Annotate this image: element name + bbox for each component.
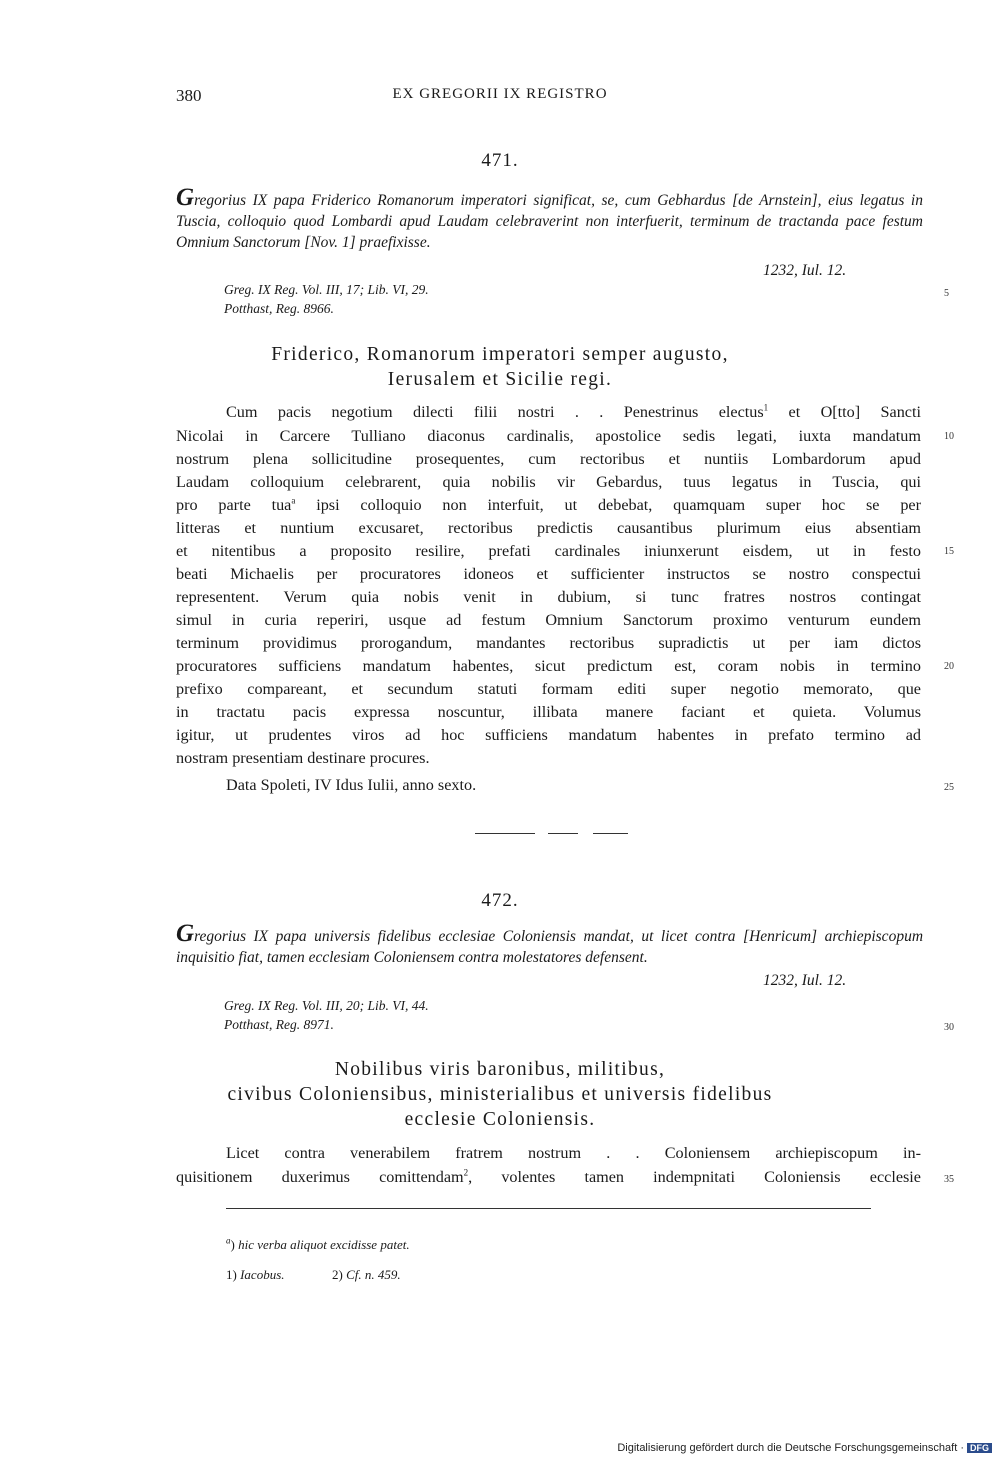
document-date: 1232, Iul. 12. xyxy=(763,972,847,989)
footnote-mark: 2) xyxy=(332,1267,343,1282)
address-line: ecclesie Coloniensis. xyxy=(404,1109,596,1130)
body-line: Nicolai in Carcere Tulliano diaconus cardinalis, apostolice sedis legati, iuxta mandatum xyxy=(176,427,921,445)
textual-footnote: $^a$) hic verba aliquot excidisse patet. xyxy=(226,1235,410,1252)
body-line: representent. Verum quia nobis venit in dubium, si tunc fratres nostros contingat xyxy=(176,588,921,606)
dfg-logo: DFG xyxy=(967,1443,992,1453)
body-line: Laudam colloquium celebrarent, quia nobilis vir Gebardus, tuus legatus in Tuscia, qui xyxy=(176,473,921,491)
body-line: beati Michaelis per procuratores idoneos et sufficienter instructos se nostro conspectui xyxy=(176,565,921,583)
body-line: in tractatu pacis expressa noscuntur, illibata manere faciant et quieta. Volumus xyxy=(176,703,921,721)
summary-initial: G xyxy=(176,184,195,211)
line-number: 10 xyxy=(944,431,954,442)
source-references xyxy=(224,996,429,1034)
footnote-ref: 2 xyxy=(463,1167,469,1178)
source-line: Potthast, Reg. 8966. xyxy=(224,301,334,316)
summary-line: [de Arnstein], eius legatus in Tuscia, colloquio quod Lombardi apud Laudam celebraverint xyxy=(176,192,923,230)
summary-line: non interfuerit, terminum de tractanda pace festum Omnium Sanctorum [Nov. 1] praefixisse. xyxy=(176,213,924,251)
separator-dash xyxy=(475,833,535,834)
address-line: civibus Coloniensibus, ministerialibus et universis fidelibus xyxy=(227,1084,773,1105)
document-date: 1232, Iul. 12. xyxy=(763,262,847,279)
address-block xyxy=(0,1057,1000,1132)
footnote: 1) Iacobus. xyxy=(226,1267,285,1282)
source-line: Greg. IX Reg. Vol. III, 20; Lib. VI, 44. xyxy=(224,998,429,1013)
summary-initial: G xyxy=(176,920,195,947)
footnote-mark: 1) xyxy=(226,1267,237,1282)
document-summary xyxy=(176,920,924,968)
separator-dash xyxy=(593,833,628,834)
body-line: Cum pacis negotium dilecti filii nostri . . Penestrinus electus$^1$ et O[tto] Sancti xyxy=(226,402,921,421)
summary-line: regorius IX papa universis fidelibus ecclesiae Coloniensis mandat, ut licet contra xyxy=(194,928,736,945)
body-line: Licet contra venerabilem fratrem nostrum . . Coloniensem archiepiscopum in- xyxy=(226,1144,921,1162)
address-line: Friderico, Romanorum imperatori semper augusto, xyxy=(271,344,729,365)
running-head: EX GREGORII IX REGISTRO xyxy=(392,86,608,102)
body-line: procuratores sufficiens mandatum habentes, sicut predictum est, coram nobis in termino xyxy=(176,657,921,675)
footnote-rule xyxy=(226,1208,871,1209)
line-number: 35 xyxy=(944,1174,954,1185)
source-line: Potthast, Reg. 8971. xyxy=(224,1017,334,1032)
body-line: terminum providimus prorogandum, mandantes rectoribus supradictis ut per iam dictos xyxy=(176,634,921,652)
body-line: prefixo compareant, et secundum statuti formam editi super negotio memorato, que xyxy=(176,680,921,698)
body-line: igitur, ut prudentes viros ad hoc sufficiens mandatum habentes in prefato termino ad xyxy=(176,726,921,744)
line-number: 5 xyxy=(944,288,949,299)
body-line: nostrum plena sollicitudine prosequentes, cum rectoribus et nuntiis Lombardorum apud xyxy=(176,450,921,468)
body-line: pro parte tua$^a$ ipsi colloquio non interfuit, ut debebat, quamquam super hoc se per xyxy=(176,495,921,514)
footnote-ref: a xyxy=(291,495,296,506)
address-line: Nobilibus viris baronibus, militibus, xyxy=(334,1059,666,1080)
document-number: 471. xyxy=(481,150,519,171)
line-number: 20 xyxy=(944,661,954,672)
body-line: nostram presentiam destinare procures. xyxy=(176,749,430,767)
separator-dash xyxy=(548,833,578,834)
footnote: 2) Cf. n. 459. xyxy=(332,1267,401,1282)
summary-line: regorius IX papa Friderico Romanorum imperatori significat, se, cum Gebhardus xyxy=(194,192,726,209)
address-line: Ierusalem et Sicilie regi. xyxy=(387,369,613,390)
address-block xyxy=(0,342,1000,392)
document-number: 472. xyxy=(481,890,519,911)
body-line: simul in curia reperiri, usque ad festum Omnium Sanctorum proximo venturum eundem xyxy=(176,611,921,629)
line-number: 25 xyxy=(944,782,954,793)
body-line: quisitionem duxerimus comittendam$^2$, volentes tamen indempnitati Coloniensis ecclesie xyxy=(176,1167,921,1186)
line-number: 15 xyxy=(944,546,954,557)
body-line: litteras et nuntium excusaret, rectoribus predictis causantibus plurimum eius absentiam xyxy=(176,519,921,537)
document-summary xyxy=(176,184,924,253)
line-number: 30 xyxy=(944,1022,954,1033)
summary-line: [Henricum] archiepiscopum inquisitio fiat, tamen ecclesiam Coloniensem contra molestatores xyxy=(176,928,924,966)
footnote-mark: a xyxy=(226,1235,231,1246)
body-line: et nitentibus a proposito resilire, prefati cardinales iniunxerunt eisdem, ut in festo xyxy=(176,542,921,560)
footnote-ref: 1 xyxy=(763,402,769,413)
dating-clause: Data Spoleti, IV Idus Iulii, anno sexto. xyxy=(226,776,477,794)
page-number: 380 xyxy=(176,86,202,105)
summary-line: defensent. xyxy=(585,949,648,966)
source-line: Greg. IX Reg. Vol. III, 17; Lib. VI, 29. xyxy=(224,282,429,297)
source-references xyxy=(224,280,429,318)
digitization-credit: Digitalisierung gefördert durch die Deutsche Forschungsgemeinschaft · DFG xyxy=(617,1442,992,1454)
